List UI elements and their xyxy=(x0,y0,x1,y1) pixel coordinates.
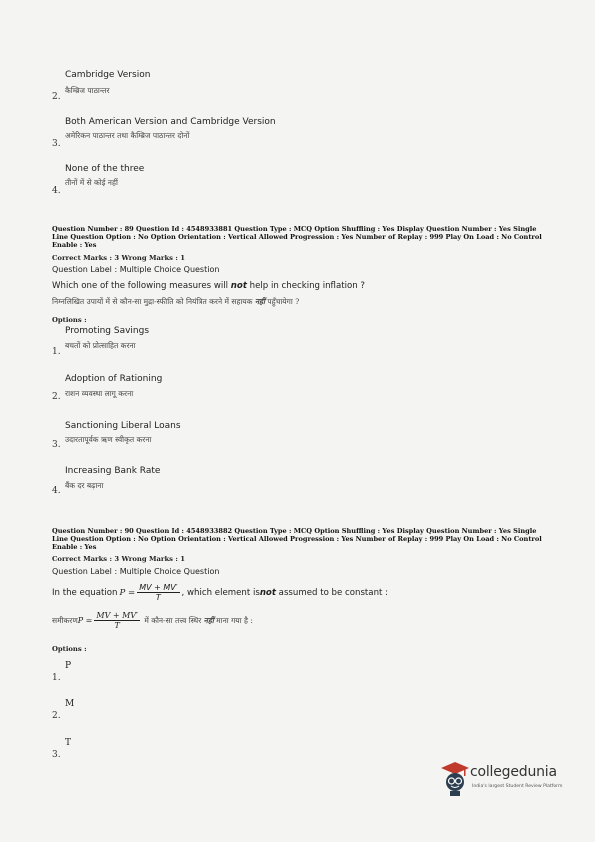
option-text-en: Promoting Savings xyxy=(65,326,150,336)
logo-tagline: India's largest Student Review Platform xyxy=(472,784,563,789)
question-label: Question Label : Multiple Choice Question xyxy=(52,265,220,274)
question-text-mid: , which element is xyxy=(181,587,260,598)
option-number: 3. xyxy=(52,440,61,450)
question-hi-emphasis: नहीं xyxy=(203,615,214,625)
option-number: 2. xyxy=(52,392,61,402)
question-hi-post: माना गया है : xyxy=(213,615,253,625)
option-text-hi: राशन व्यवस्था लागू करना xyxy=(65,389,134,398)
question-text-post: help in checking inflation ? xyxy=(246,281,365,291)
question-meta: Question Number : 90 Question Id : 4548933882 Question Type : MCQ Option Shuffling : Yes Display Question Number : Yes Single Line Question Option : No Option Orientation : Vertical Allowed Progression : Yes Number of Replay : 999 Play On Load : No Control Enable : Yes xyxy=(52,527,542,551)
option-text-hi: अमेरिकन पाठान्तर तथा कैम्ब्रिज पाठान्तर दोनों xyxy=(65,131,190,140)
question-text-emphasis: not xyxy=(230,281,247,291)
equation-fraction xyxy=(94,611,140,630)
option-number: 2. xyxy=(52,92,61,102)
marks-line: Correct Marks : 3 Wrong Marks : 1 xyxy=(52,254,185,262)
options-label: Options : xyxy=(52,316,87,324)
question-hi-pre: निम्नलिखित उपायों में से कौन-सा मुद्रा-स्फीति को नियंत्रित करने में सहायक xyxy=(52,297,255,306)
equation-numerator: MV + MV′ xyxy=(96,611,138,620)
question-hi-emphasis: नहीं xyxy=(254,297,265,306)
option-number: 1. xyxy=(52,673,61,683)
graduate-mascot-icon xyxy=(440,760,470,798)
question-text-emphasis: not xyxy=(259,587,276,598)
option-text-en: P xyxy=(65,661,72,671)
option-text-en: Adoption of Rationing xyxy=(65,374,163,384)
option-text-en: Cambridge Version xyxy=(65,70,151,80)
question-hi-pre: समीकरण xyxy=(52,615,78,625)
option-number: 4. xyxy=(52,186,61,196)
logo-wordmark: collegedunia xyxy=(470,764,557,780)
question-text-pre: Which one of the following measures will xyxy=(52,281,231,291)
question-hi-post: पहुँचायेगा ? xyxy=(264,297,300,306)
equation-denominator: T xyxy=(114,621,120,630)
equation-lhs: P = xyxy=(77,616,93,625)
option-text-hi: उदारतापूर्वक ऋण स्वीकृत करना xyxy=(65,435,152,444)
question-text-hi xyxy=(52,611,253,630)
option-number: 4. xyxy=(52,486,61,496)
option-number: 3. xyxy=(52,139,61,149)
question-text-hi xyxy=(52,297,299,307)
option-text-en: T xyxy=(65,738,72,748)
option-text-hi: तीनों में से कोई नहीं xyxy=(65,178,118,187)
option-text-en: M xyxy=(65,699,75,709)
option-text-en: Sanctioning Liberal Loans xyxy=(65,421,181,431)
question-meta: Question Number : 89 Question Id : 4548933881 Question Type : MCQ Option Shuffling : Yes Display Question Number : Yes Single Line Question Option : No Option Orientation : Vertical Allowed Progression : Yes Number of Replay : 999 Play On Load : No Control Enable : Yes xyxy=(52,225,542,249)
option-number: 3. xyxy=(52,750,61,760)
question-text-pre: In the equation xyxy=(52,587,118,598)
option-text-hi: कैम्ब्रिज पाठान्तर xyxy=(65,86,110,95)
question-label: Question Label : Multiple Choice Question xyxy=(52,567,220,576)
option-number: 1. xyxy=(52,347,61,357)
marks-line: Correct Marks : 3 Wrong Marks : 1 xyxy=(52,555,185,563)
equation-numerator: MV + MV′ xyxy=(139,583,178,592)
option-text-en: Increasing Bank Rate xyxy=(65,466,161,476)
equation-denominator: T xyxy=(155,593,161,602)
question-hi-mid: में कौन-सा तत्त्व स्थिर xyxy=(141,615,204,625)
equation-lhs: P = xyxy=(119,587,136,598)
option-number: 2. xyxy=(52,711,61,721)
option-text-hi: बचतों को प्रोत्साहित करना xyxy=(65,341,136,350)
question-text-post: assumed to be constant : xyxy=(275,587,389,598)
option-text-en: Both American Version and Cambridge Version xyxy=(65,117,276,127)
options-label: Options : xyxy=(52,645,87,653)
equation-fraction xyxy=(137,583,179,602)
option-text-en: None of the three xyxy=(65,164,145,174)
collegedunia-logo xyxy=(440,760,570,800)
option-text-hi: बैंक दर बढ़ाना xyxy=(65,481,104,490)
question-text-en xyxy=(52,583,388,602)
question-text-en xyxy=(52,281,365,291)
